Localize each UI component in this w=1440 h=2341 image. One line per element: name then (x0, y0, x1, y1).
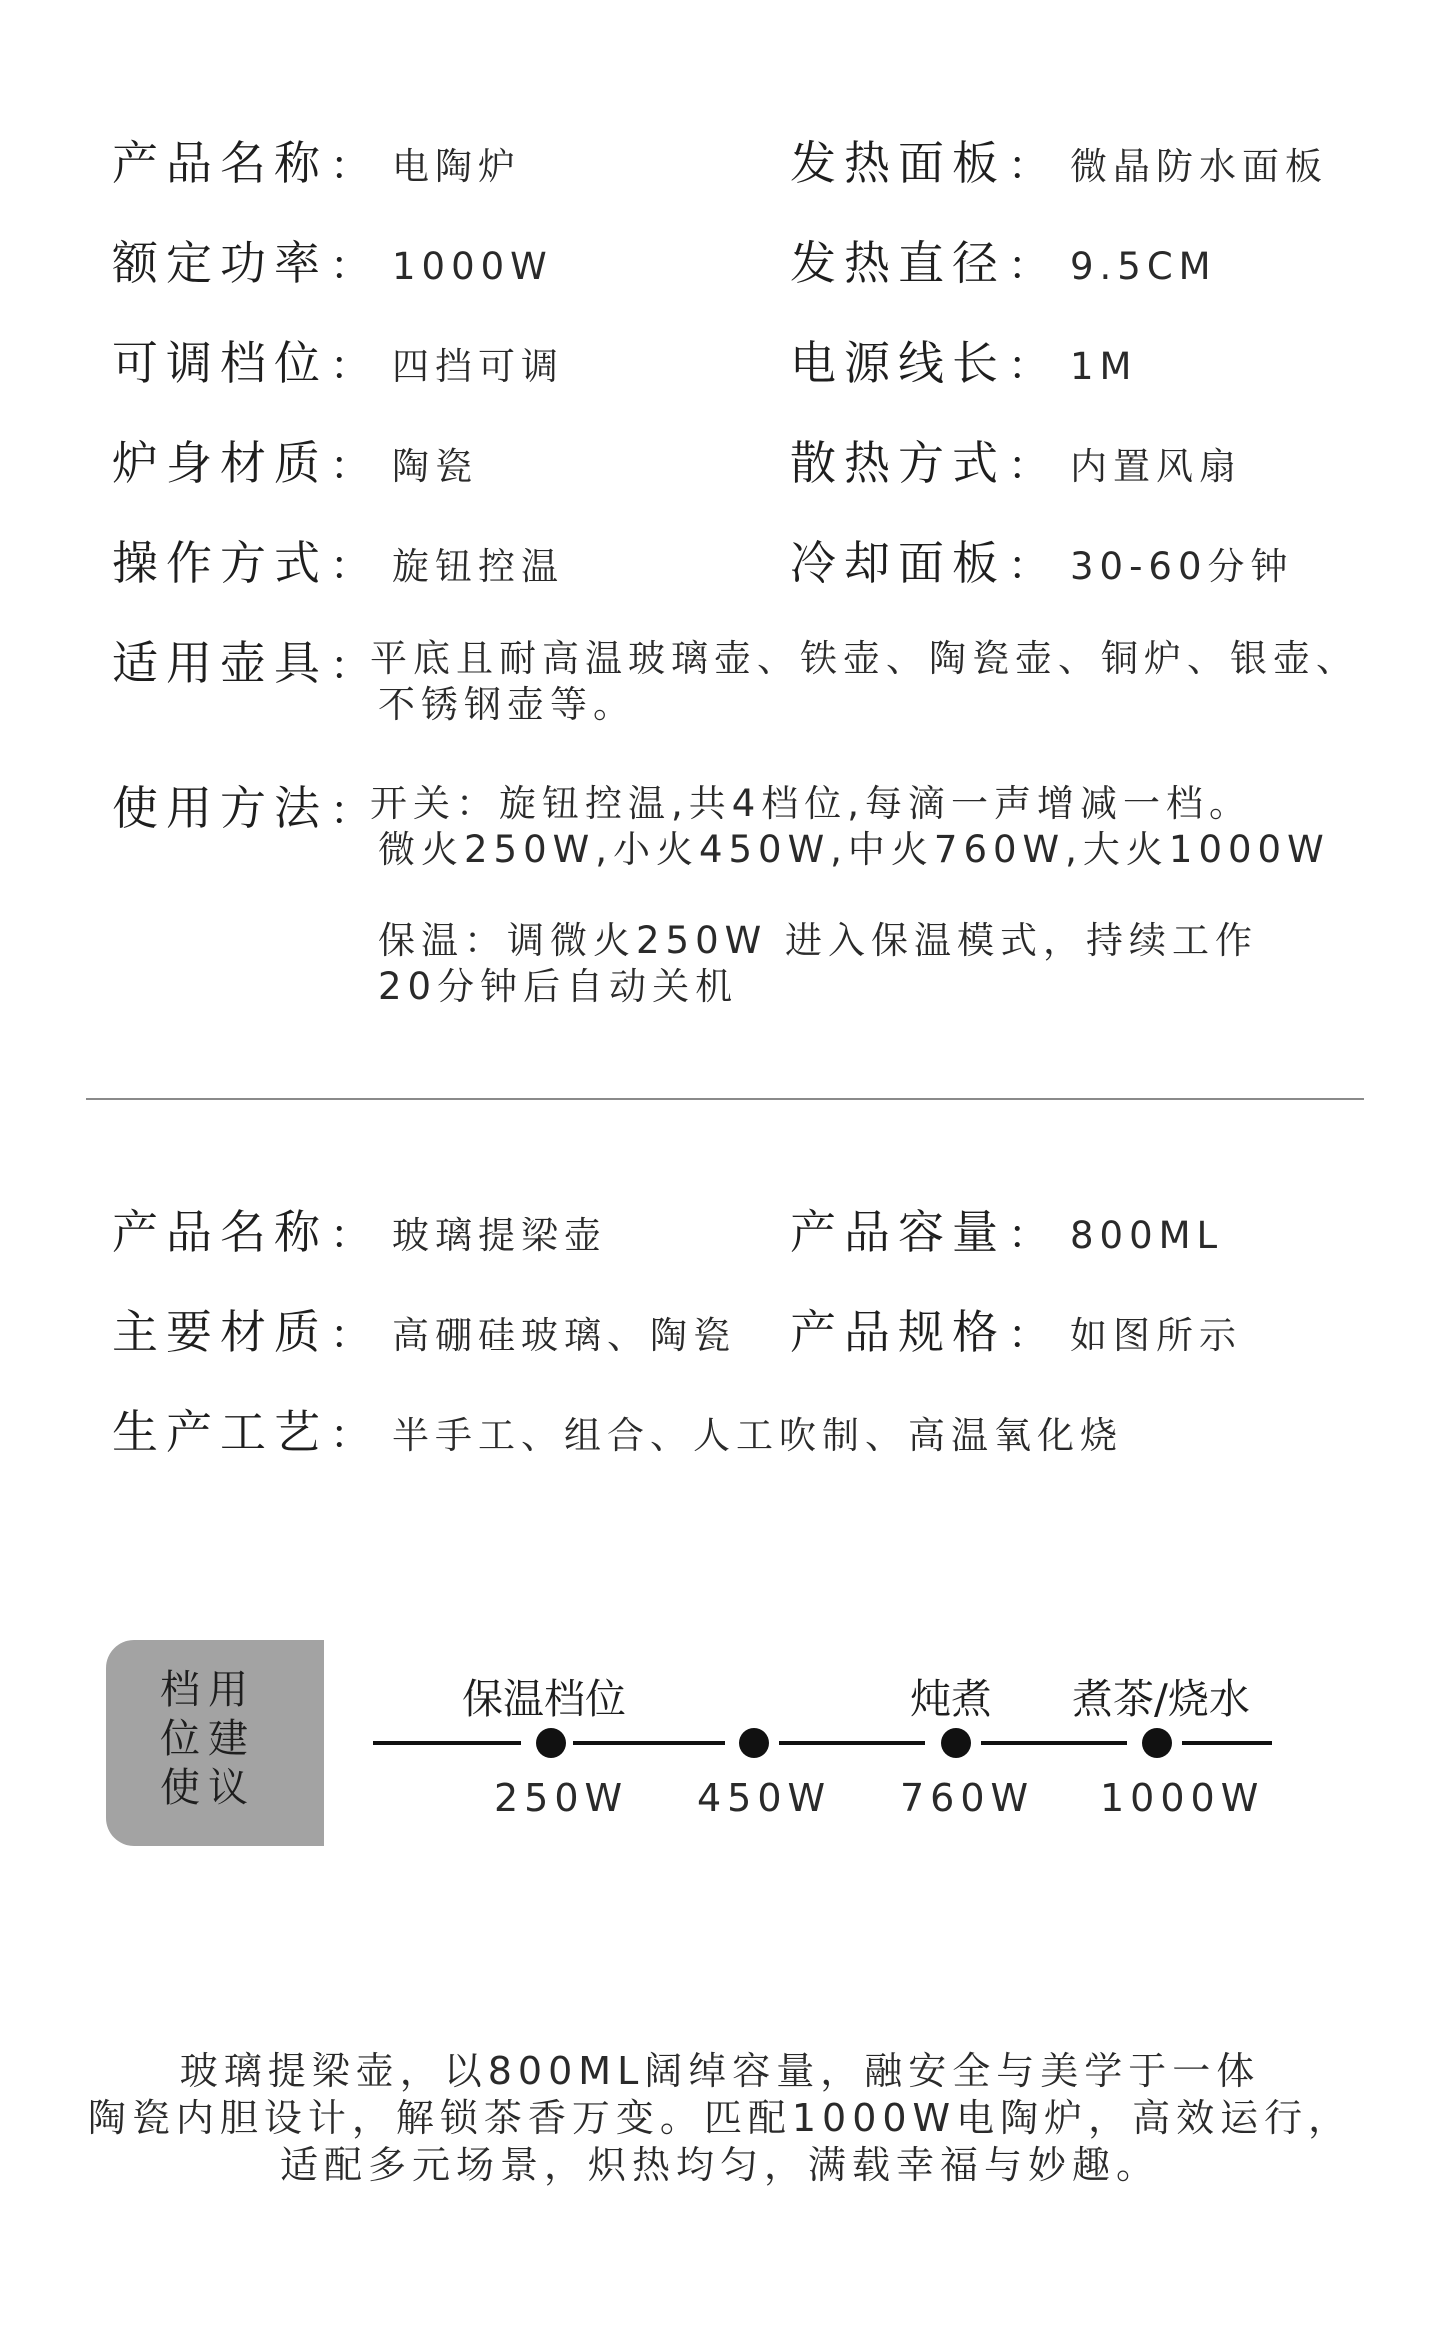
colon: ： (330, 443, 370, 489)
spec-label: 发热直径 (790, 236, 1006, 290)
gear-dot-1000w (1142, 1728, 1172, 1758)
colon: ： (330, 788, 370, 834)
spec2-craft (112, 1396, 1123, 1462)
badge-line: 档用 (160, 1667, 256, 1713)
spec-value: 1000W (392, 245, 553, 288)
gear-scale-line (981, 1741, 1127, 1745)
spec2-capacity (790, 1196, 1223, 1262)
gear-scale-line (779, 1741, 925, 1745)
colon: ： (1008, 1212, 1048, 1258)
gear-label-keep-warm: 保温档位 (462, 1675, 626, 1723)
spec-value: 四挡可调 (392, 345, 564, 388)
gear-power-1000w: 1000W (1100, 1776, 1265, 1820)
colon: ： (330, 243, 370, 289)
colon: ： (1008, 143, 1048, 189)
spec-value: 电陶炉 (392, 145, 521, 188)
spec-label: 生产工艺 (112, 1405, 328, 1459)
blurb-line: 适配多元场景，炽热均匀，满载幸福与妙趣。 (279, 2143, 1160, 2187)
spec-value: 半手工、组合、人工吹制、高温氧化烧 (392, 1414, 1123, 1457)
spec-label: 散热方式 (790, 436, 1006, 490)
colon: ： (1008, 243, 1048, 289)
spec-operation (112, 527, 564, 593)
colon: ： (330, 643, 370, 689)
spec-value: 旋钮控温 (392, 545, 564, 588)
gear-power-450w: 450W (697, 1776, 832, 1820)
spec-value: 内置风扇 (1070, 445, 1242, 488)
spec2-size (790, 1296, 1242, 1362)
spec-label: 使用方法 (112, 781, 328, 835)
spec-value: 如图所示 (1070, 1314, 1242, 1357)
colon: ： (330, 1412, 370, 1458)
spec-value: 高硼硅玻璃、陶瓷 (392, 1314, 736, 1357)
spec2-material (112, 1296, 736, 1362)
spec-body-material (112, 427, 478, 493)
spec-product-name (112, 127, 521, 193)
product-blurb (0, 2048, 1440, 2189)
colon: ： (1008, 443, 1048, 489)
colon: ： (1008, 1312, 1048, 1358)
gear-dot-250w (536, 1728, 566, 1758)
spec-label: 操作方式 (112, 536, 328, 590)
kettles-text (370, 636, 1359, 728)
badge-line: 位建 (160, 1716, 256, 1762)
gear-scale-line (373, 1741, 521, 1745)
spec-heating-panel (790, 127, 1328, 193)
usage-line: 开关：旋钮控温,共4档位,每滴一声增减一档。 (370, 782, 1253, 825)
spec-value: 800ML (1070, 1214, 1224, 1257)
colon: ： (330, 343, 370, 389)
colon: ： (330, 1212, 370, 1258)
spec-value: 玻璃提梁壶 (392, 1214, 607, 1257)
gear-scale-line (1182, 1741, 1272, 1745)
spec-rated-power (112, 227, 553, 293)
gear-scale-line (573, 1741, 725, 1745)
gear-power-760w: 760W (900, 1776, 1035, 1820)
kettles-line: 不锈钢壶等。 (378, 683, 636, 726)
spec-label: 产品名称 (112, 1205, 328, 1259)
spec-cord-length (790, 327, 1137, 393)
colon: ： (1008, 343, 1048, 389)
spec-applicable-kettles (112, 627, 392, 693)
spec-label: 可调档位 (112, 336, 328, 390)
spec-value: 30-60分钟 (1070, 545, 1294, 588)
colon: ： (1008, 543, 1048, 589)
spec-label: 适用壶具 (112, 636, 328, 690)
spec-value: 1M (1070, 345, 1138, 388)
gear-power-250w: 250W (494, 1776, 629, 1820)
spec-value: 微晶防水面板 (1070, 145, 1328, 188)
blurb-line: 陶瓷内胆设计，解锁茶香万变。匹配1000W电陶炉，高效运行， (87, 2096, 1353, 2140)
spec-value: 陶瓷 (392, 445, 478, 488)
gear-label-boil: 煮茶/烧水 (1072, 1675, 1250, 1723)
spec-label: 电源线长 (790, 336, 1006, 390)
spec-label: 产品规格 (790, 1305, 1006, 1359)
spec-cooling-panel (790, 527, 1294, 593)
spec-heating-diameter (790, 227, 1217, 293)
spec-cooling-method (790, 427, 1242, 493)
section-divider (86, 1098, 1364, 1100)
spec-label: 发热面板 (790, 136, 1006, 190)
spec-label: 产品名称 (112, 136, 328, 190)
usage-line: 保温：调微火250W 进入保温模式，持续工作 (378, 919, 1258, 962)
gear-dot-760w (941, 1728, 971, 1758)
spec2-product-name (112, 1196, 607, 1262)
usage-line: 20分钟后自动关机 (378, 965, 739, 1008)
usage-text (370, 781, 1330, 1010)
badge-line: 使议 (160, 1765, 256, 1811)
spec-label: 炉身材质 (112, 436, 328, 490)
blurb-line: 玻璃提梁壶，以800ML阔绰容量，融安全与美学于一体 (179, 2049, 1261, 2093)
colon: ： (330, 543, 370, 589)
gear-label-stew: 炖煮 (910, 1675, 992, 1723)
kettles-line: 平底且耐高温玻璃壶、铁壶、陶瓷壶、铜炉、银壶、 (370, 637, 1359, 680)
spec-label: 主要材质 (112, 1305, 328, 1359)
spec-value: 9.5CM (1070, 245, 1217, 288)
colon: ： (330, 143, 370, 189)
gear-guide-badge-text (160, 1666, 256, 1813)
spec-label: 额定功率 (112, 236, 328, 290)
usage-line: 微火250W,小火450W,中火760W,大火1000W (378, 828, 1330, 871)
spec-label: 冷却面板 (790, 536, 1006, 590)
gear-dot-450w (739, 1728, 769, 1758)
spec-usage (112, 772, 392, 838)
spec-label: 产品容量 (790, 1205, 1006, 1259)
colon: ： (330, 1312, 370, 1358)
spec-adjustable-gears (112, 327, 564, 393)
